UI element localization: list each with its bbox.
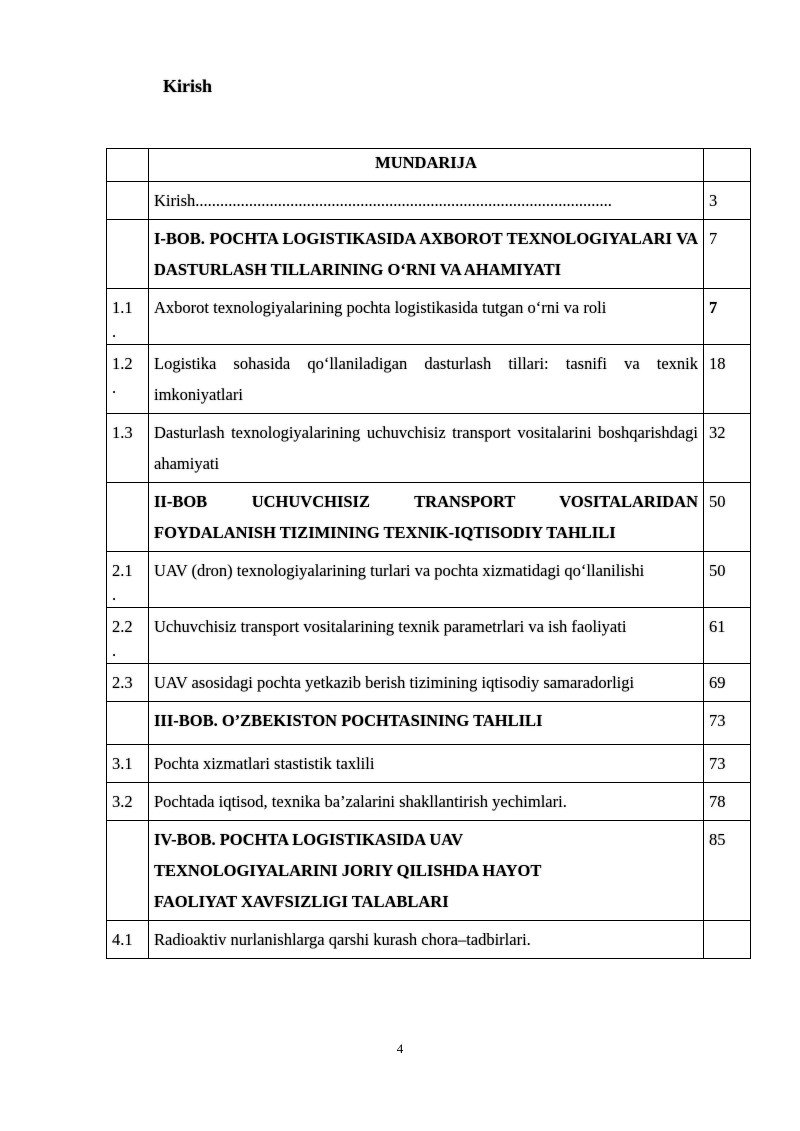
section-number: 3.2 xyxy=(107,783,149,821)
toc-chapter-title: I-BOB. POCHTA LOGISTIKASIDA AXBOROT TEXNOLOGIYALARI VA DASTURLASH TILLARINING O‘RNI VA AHAMIYATI xyxy=(149,220,704,289)
toc-entry-text: Pochtada iqtisod, texnika ba’zalarini shakllantirish yechimlari. xyxy=(149,783,704,821)
toc-entry-text: Radioaktiv nurlanishlarga qarshi kurash chora–tadbirlari. xyxy=(149,921,704,959)
toc-chapter-title xyxy=(149,821,704,921)
toc-entry-text: Dasturlash texnologiyalarining uchuvchisiz transport vositalarini boshqarishdagi ahamiyati xyxy=(149,414,704,483)
toc-entry-text: UAV (dron) texnologiyalarining turlari va pochta xizmatidagi qo‘llanilishi xyxy=(149,552,704,608)
section-number: 1.2 xyxy=(112,354,133,373)
toc-title: MUNDARIJA xyxy=(149,149,704,182)
page-number: 4 xyxy=(396,1041,404,1056)
toc-page-number: 73 xyxy=(704,702,751,745)
toc-row xyxy=(107,182,751,220)
toc-page-number: 85 xyxy=(704,821,751,921)
chapter-title-line: FAOLIYAT XAVFSIZLIGI TALABLARI xyxy=(154,892,449,911)
toc-page-number: 32 xyxy=(704,414,751,483)
toc-chapter-title: II-BOB UCHUVCHISIZ TRANSPORT VOSITALARIDAN FOYDALANISH TIZIMINING TEXNIK-IQTISODIY TAHLILI xyxy=(149,483,704,552)
toc-entry-text: Uchuvchisiz transport vositalarining texnik parametrlari va ish faoliyati xyxy=(149,608,704,664)
section-number-dot: . xyxy=(112,585,117,604)
toc-row-chapter xyxy=(107,702,751,745)
chapter-title-line: IV-BOB. POCHTA LOGISTIKASIDA UAV xyxy=(154,830,463,849)
toc-row xyxy=(107,921,751,959)
toc-page-number: 69 xyxy=(704,664,751,702)
toc-page-number: 7 xyxy=(704,289,751,345)
toc-page-number xyxy=(704,921,751,959)
section-number-dot: . xyxy=(112,378,117,397)
section-number: 2.1 xyxy=(112,561,133,580)
toc-page-number: 18 xyxy=(704,345,751,414)
section-number-dot: . xyxy=(112,641,117,660)
section-number: 1.3 xyxy=(107,414,149,483)
toc-row-chapter xyxy=(107,220,751,289)
section-number: 2.3 xyxy=(107,664,149,702)
toc-page-number: 78 xyxy=(704,783,751,821)
section-heading: Kirish xyxy=(163,76,213,96)
toc-chapter-title: III-BOB. O’ZBEKISTON POCHTASINING TAHLILI xyxy=(149,702,704,745)
toc-row xyxy=(107,414,751,483)
toc-page-number: 50 xyxy=(704,483,751,552)
toc-row xyxy=(107,783,751,821)
section-number: 4.1 xyxy=(107,921,149,959)
toc-page-number: 50 xyxy=(704,552,751,608)
toc-row-chapter xyxy=(107,821,751,921)
toc-row xyxy=(107,608,751,664)
toc-row xyxy=(107,552,751,608)
toc-entry-text: Kirish..................................................................................................... xyxy=(149,182,704,220)
toc-row xyxy=(107,664,751,702)
toc-page-number: 3 xyxy=(704,182,751,220)
section-number: 2.2 xyxy=(112,617,133,636)
section-number-dot: . xyxy=(112,322,117,341)
toc-entry-text: Pochta xizmatlari stastistik taxlili xyxy=(149,745,704,783)
section-number: 1.1 xyxy=(112,298,133,317)
chapter-title-line: TEXNOLOGIYALARINI JORIY QILISHDA HAYOT xyxy=(154,861,542,880)
toc-page-number: 7 xyxy=(704,220,751,289)
toc-row xyxy=(107,289,751,345)
toc-title-row xyxy=(107,149,751,182)
toc-row xyxy=(107,745,751,783)
section-number: 3.1 xyxy=(107,745,149,783)
toc-entry-text: Logistika sohasida qo‘llaniladigan dasturlash tillari: tasnifi va texnik imkoniyatlari xyxy=(149,345,704,414)
table-of-contents xyxy=(106,148,751,959)
toc-entry-text: UAV asosidagi pochta yetkazib berish tizimining iqtisodiy samaradorligi xyxy=(149,664,704,702)
toc-page-number: 61 xyxy=(704,608,751,664)
toc-row-chapter xyxy=(107,483,751,552)
toc-page-number: 73 xyxy=(704,745,751,783)
toc-entry-text: Axborot texnologiyalarining pochta logistikasida tutgan o‘rni va roli xyxy=(149,289,704,345)
toc-row xyxy=(107,345,751,414)
